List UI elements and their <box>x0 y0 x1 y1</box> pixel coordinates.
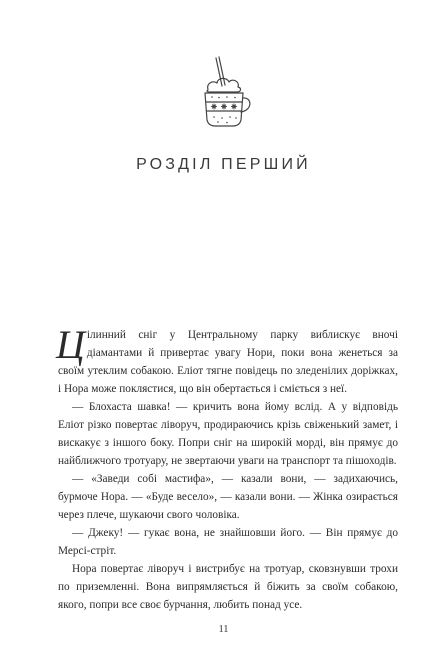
paragraph-2: — Блохаста шавка! — кричить вона йому вслід. А у відповідь Еліот різко повертає ліворуч, продираючись крізь свіженький замет, і вискакує з іншого боку. Попри сніг на широкій морді, він прямує до найближчого тротуару, не звертаючи уваги на транспорт та пішоходів. <box>58 401 398 467</box>
chapter-title: РОЗДІЛ ПЕРШИЙ <box>136 156 311 173</box>
paragraph-1 <box>56 322 398 398</box>
paragraph-1-text: ілинний сніг у Центральному парку виблискує вночі діамантами й привертає увагу Нори, поки вона женеться за своїм утеклим собакою. Еліот тягне повідець по зледенілих доріжках, і Нора може поклястися, що він обертається і сміється з неї. <box>58 329 398 395</box>
page-number: 11 <box>218 624 229 635</box>
cocoa-mug-icon <box>196 50 256 135</box>
paragraph-4: — Джеку! — гукає вона, не знайшовши його. — Він прямує до Мерсі-стріт. <box>58 527 398 557</box>
drop-cap: Ц <box>56 322 85 367</box>
paragraph-3: — «Заведи собі мастифа», — казали вони, — задихаючись, бурмоче Нора. — «Буде весело», — казали вони. — Жінка озирається через плече, шукаючи свого чоловіка. <box>58 473 398 521</box>
paragraph-5: Нора повертає ліворуч і вистрибує на тротуар, сковзнувши трохи по приземленні. Вона випрямляється й біжить за своїм собакою, якого, попри все своє бурчання, любить понад усе. <box>58 563 398 611</box>
chapter-body <box>56 322 398 614</box>
